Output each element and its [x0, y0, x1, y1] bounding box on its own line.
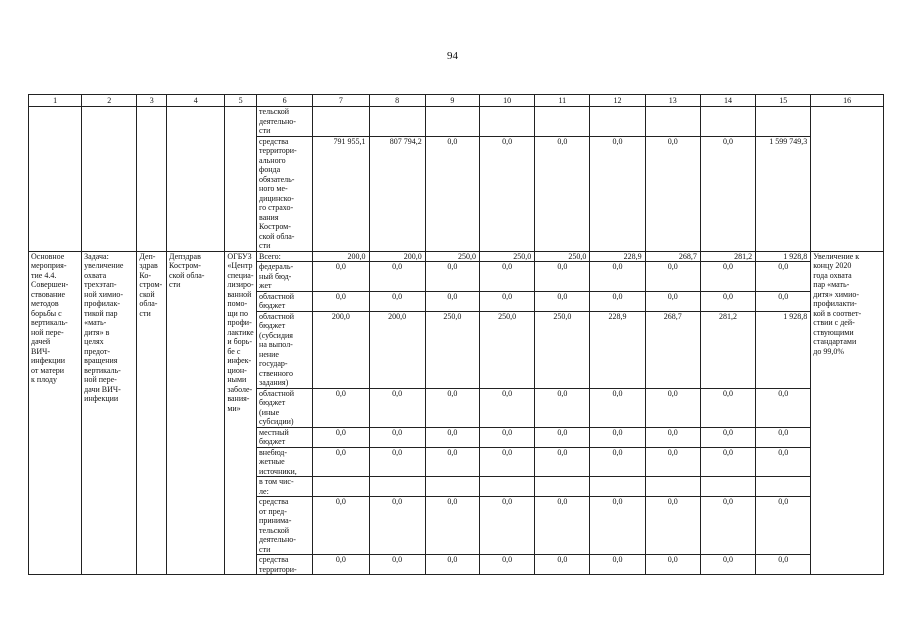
table-cell [313, 477, 369, 497]
table-cell: 0,0 [425, 555, 479, 575]
col-header: 16 [811, 95, 884, 107]
funding-source-label: областной бюджет [257, 291, 313, 311]
table-cell [645, 107, 700, 137]
responsible-executor: Депздрав Костром- ской обла- сти [167, 251, 225, 575]
table-cell [425, 477, 479, 497]
table-cell: 0,0 [313, 555, 369, 575]
funding-source-label: внебюд- жетные источники, [257, 447, 313, 477]
header-row [29, 95, 884, 107]
table-cell: 1 599 749,3 [756, 136, 811, 251]
table-cell: 268,7 [645, 251, 700, 262]
col-header: 10 [479, 95, 534, 107]
table-cell [535, 107, 590, 137]
table-cell: 0,0 [479, 497, 534, 555]
table-cell: 0,0 [535, 262, 590, 292]
table-cell: 228,9 [590, 251, 645, 262]
funding-source-label: федераль- ный бюд- жет [257, 262, 313, 292]
table-cell: 0,0 [369, 497, 425, 555]
table-cell [645, 477, 700, 497]
col-header: 1 [29, 95, 82, 107]
table-cell: 200,0 [369, 311, 425, 388]
table-cell: 281,2 [700, 311, 755, 388]
table-cell: 0,0 [645, 555, 700, 575]
table-cell: 250,0 [425, 251, 479, 262]
funding-source-label: областной бюджет (субсидия на выпол- нение государ- ственного задания) [257, 311, 313, 388]
table-cell: 0,0 [535, 555, 590, 575]
table-cell: 0,0 [756, 555, 811, 575]
table-row [29, 251, 884, 262]
table-cell: 250,0 [479, 311, 534, 388]
funding-source-label: Всего: [257, 251, 313, 262]
table-cell: 0,0 [590, 497, 645, 555]
table-cell: 0,0 [756, 447, 811, 477]
page-number: 94 [447, 50, 458, 62]
table-cell: 0,0 [590, 447, 645, 477]
table-cell: 0,0 [313, 497, 369, 555]
col-header: 8 [369, 95, 425, 107]
table-cell: 0,0 [369, 447, 425, 477]
table-cell: 0,0 [756, 291, 811, 311]
table-cell [369, 107, 425, 137]
col-header: 13 [645, 95, 700, 107]
table-cell: 0,0 [756, 388, 811, 427]
table-cell: 0,0 [313, 447, 369, 477]
table-cell: 0,0 [313, 262, 369, 292]
table-cell: 0,0 [479, 447, 534, 477]
table-cell: 281,2 [700, 251, 755, 262]
table-cell: 0,0 [535, 388, 590, 427]
table-cell: 0,0 [700, 136, 755, 251]
table-cell [479, 107, 534, 137]
table-cell [590, 477, 645, 497]
table-cell: 791 955,1 [313, 136, 369, 251]
table-cell: 0,0 [369, 427, 425, 447]
col-header: 11 [535, 95, 590, 107]
table-cell: 0,0 [645, 291, 700, 311]
table-cell [313, 107, 369, 137]
activity-name: Основное мероприя- тие 4.4. Совершен- ствование методов борьбы с вертикаль- ной пере- дачей ВИЧ- инфекции от матери к плоду [29, 251, 82, 575]
col-header: 2 [82, 95, 137, 107]
table-cell: 0,0 [479, 291, 534, 311]
table-cell: 0,0 [645, 388, 700, 427]
table-cell: 0,0 [645, 427, 700, 447]
table-cell: 0,0 [535, 427, 590, 447]
table-cell: 0,0 [700, 555, 755, 575]
table-cell [756, 107, 811, 137]
coordinator: Деп- здрав Ко- стром- ской обла- сти [137, 251, 167, 575]
table-cell: 0,0 [313, 388, 369, 427]
table-cell: 0,0 [369, 291, 425, 311]
table-cell: 0,0 [700, 262, 755, 292]
table-cell: 200,0 [313, 251, 369, 262]
col-header: 12 [590, 95, 645, 107]
table-cell: 0,0 [535, 136, 590, 251]
table-row [29, 107, 884, 137]
table-cell: 0,0 [756, 497, 811, 555]
task-description: Задача: увеличение охвата трехэтап- ной химио- профилак- тикой пар «мать- дитя» в целях предот- вращения вертикаль- ной пере- дачи ВИЧ- инфекции [82, 251, 137, 575]
table-cell: 0,0 [700, 497, 755, 555]
table-cell: 0,0 [700, 291, 755, 311]
table-cell: 0,0 [479, 136, 534, 251]
table-cell: 0,0 [700, 427, 755, 447]
table-cell: 0,0 [590, 555, 645, 575]
table-cell: 0,0 [425, 262, 479, 292]
table-cell [590, 107, 645, 137]
table-cell: 0,0 [756, 262, 811, 292]
table-cell: 0,0 [425, 388, 479, 427]
funding-source-label: местный бюджет [257, 427, 313, 447]
table-cell: 0,0 [479, 555, 534, 575]
table-cell: 0,0 [313, 427, 369, 447]
col-header: 3 [137, 95, 167, 107]
table-cell: 0,0 [425, 447, 479, 477]
table-cell: 0,0 [756, 427, 811, 447]
funding-source-label: средства территори- ального фонда обязатель- ного ме- дицинско- го страхо- вания Костром- ской обла- сти [257, 136, 313, 251]
table-cell: 268,7 [645, 311, 700, 388]
table-cell [369, 477, 425, 497]
table-cell: 0,0 [590, 291, 645, 311]
table-cell: 200,0 [313, 311, 369, 388]
funding-source-label: в том чис- ле: [257, 477, 313, 497]
col-header: 4 [167, 95, 225, 107]
table-cell: 200,0 [369, 251, 425, 262]
table-cell: 1 928,8 [756, 251, 811, 262]
table-cell: 250,0 [535, 251, 590, 262]
table-cell [700, 107, 755, 137]
table-cell: 0,0 [425, 291, 479, 311]
table-cell: 0,0 [425, 427, 479, 447]
table-cell: 0,0 [535, 497, 590, 555]
table-cell: 0,0 [369, 262, 425, 292]
participant: ОГБУЗ «Центр специа- лизиро- ванной помо- щи по профи- лактике и борь- бе с инфек- цион- ными заболе- вания- ми» [225, 251, 257, 575]
table-cell: 0,0 [313, 291, 369, 311]
budget-table [28, 94, 884, 575]
col-header: 6 [257, 95, 313, 107]
table-cell: 0,0 [590, 262, 645, 292]
table-cell: 0,0 [479, 388, 534, 427]
table-cell: 228,9 [590, 311, 645, 388]
table-cell: 0,0 [645, 497, 700, 555]
table-cell: 1 928,8 [756, 311, 811, 388]
funding-source-label: тельской деятельно- сти [257, 107, 313, 137]
col-header: 7 [313, 95, 369, 107]
table-cell: 250,0 [425, 311, 479, 388]
table-cell: 0,0 [425, 497, 479, 555]
table-cell: 0,0 [590, 427, 645, 447]
table-cell: 807 794,2 [369, 136, 425, 251]
table-cell: 0,0 [645, 262, 700, 292]
funding-source-label: областной бюджет (иные субсидии) [257, 388, 313, 427]
table-cell [535, 477, 590, 497]
table-cell [756, 477, 811, 497]
table-cell [479, 477, 534, 497]
table-cell: 0,0 [425, 136, 479, 251]
table-cell [425, 107, 479, 137]
expected-result: Увеличение к концу 2020 года охвата пар «мать- дитя» химио- профилакти- кой в соответ- ствии с дей- ствующими стандартами до 99,0% [811, 251, 884, 575]
table-cell: 0,0 [479, 262, 534, 292]
table-cell: 0,0 [479, 427, 534, 447]
col-header: 5 [225, 95, 257, 107]
funding-source-label: средства территори- [257, 555, 313, 575]
table-cell: 0,0 [369, 388, 425, 427]
table-cell: 0,0 [700, 447, 755, 477]
table-cell: 0,0 [590, 388, 645, 427]
table-cell: 250,0 [535, 311, 590, 388]
table-cell: 250,0 [479, 251, 534, 262]
funding-source-label: средства от пред- принима- тельской деятельно- сти [257, 497, 313, 555]
col-header: 9 [425, 95, 479, 107]
table-cell: 0,0 [590, 136, 645, 251]
table-cell [700, 477, 755, 497]
table-cell: 0,0 [645, 136, 700, 251]
col-header: 14 [700, 95, 755, 107]
col-header: 15 [756, 95, 811, 107]
table-cell: 0,0 [369, 555, 425, 575]
table-cell: 0,0 [535, 447, 590, 477]
table-cell: 0,0 [535, 291, 590, 311]
table-cell: 0,0 [700, 388, 755, 427]
table-cell: 0,0 [645, 447, 700, 477]
